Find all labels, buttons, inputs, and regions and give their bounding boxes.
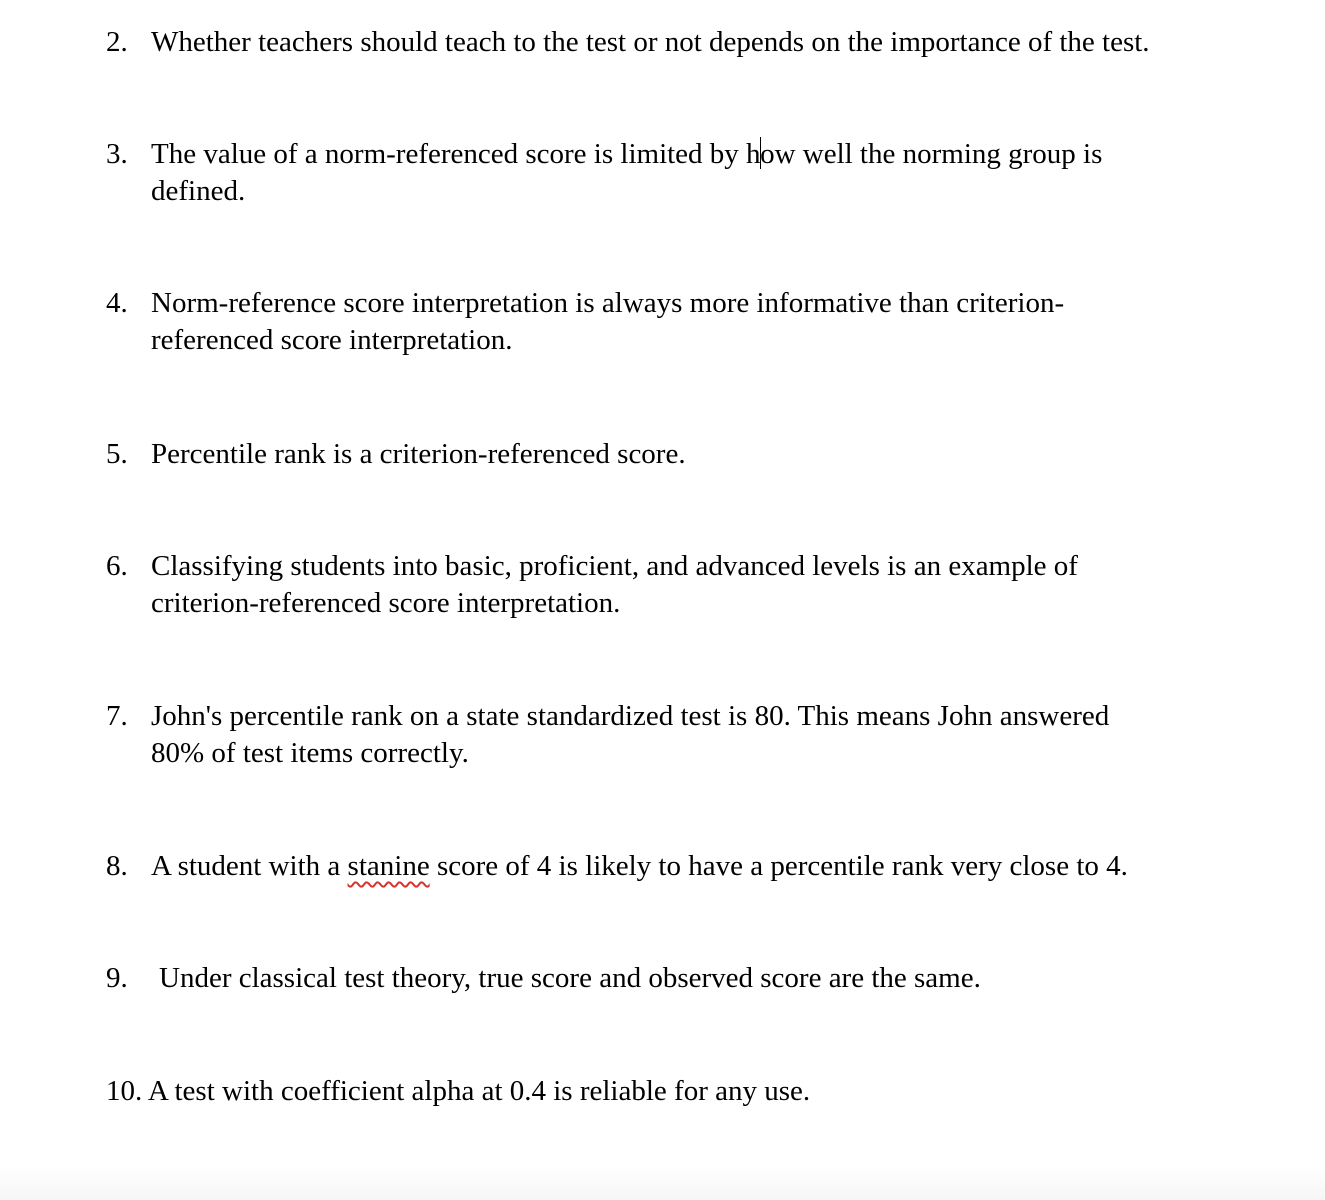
page-bottom-edge: [0, 1166, 1325, 1200]
item-text[interactable]: Whether teachers should teach to the test or not depends on the importance of the test.: [151, 26, 1150, 58]
question-item-6: [106, 548, 1266, 622]
item-text-line-2[interactable]: criterion-referenced score interpretation.: [151, 587, 621, 619]
item-number: 9.: [106, 962, 128, 994]
item-text[interactable]: [151, 848, 1181, 885]
item-text-line-1[interactable]: John's percentile rank on a state standardized test is 80. This means John answered: [151, 700, 1110, 732]
item-text-line-2[interactable]: 80% of test items correctly.: [151, 737, 469, 769]
text-after-word: score of 4 is likely to have a percentile rank very close to 4.: [429, 850, 1128, 882]
item-text-line-1[interactable]: Classifying students into basic, proficient, and advanced levels is an example of: [151, 550, 1078, 582]
text-before-word: A student with a: [151, 850, 348, 882]
item-text-line-2[interactable]: referenced score interpretation.: [151, 324, 513, 356]
question-item-8: [106, 848, 1266, 885]
item-text[interactable]: Percentile rank is a criterion-referenced score.: [151, 438, 686, 470]
item-number: 8.: [106, 850, 128, 882]
question-item-2: [106, 24, 1266, 61]
item-number: 7.: [106, 700, 128, 732]
item-number: 2.: [106, 26, 128, 58]
item-number: 4.: [106, 287, 128, 319]
item-number: 5.: [106, 438, 128, 470]
item-number: 3.: [106, 138, 128, 170]
item-number: 10.: [106, 1075, 143, 1107]
question-item-9: [106, 960, 1266, 997]
item-text-body: A test with coefficient alpha at 0.4 is reliable for any use.: [147, 1075, 811, 1107]
question-item-4: [106, 285, 1266, 359]
item-text[interactable]: [106, 1073, 1136, 1110]
misspelled-word[interactable]: stanine: [347, 850, 430, 882]
text-after-cursor: ow well the norming group is: [760, 138, 1103, 170]
item-text[interactable]: Under classical test theory, true score and observed score are the same.: [159, 962, 981, 994]
question-item-5: [106, 436, 1266, 473]
item-text-line-1[interactable]: [151, 136, 1181, 173]
item-number: 6.: [106, 550, 128, 582]
item-text-line-1[interactable]: Norm-reference score interpretation is always more informative than criterion-: [151, 287, 1065, 319]
question-item-10: [106, 1073, 1266, 1110]
question-item-7: [106, 698, 1266, 772]
question-item-3: [106, 136, 1266, 210]
item-text-line-2[interactable]: defined.: [151, 175, 246, 207]
text-before-cursor: The value of a norm-referenced score is limited by h: [151, 138, 761, 170]
